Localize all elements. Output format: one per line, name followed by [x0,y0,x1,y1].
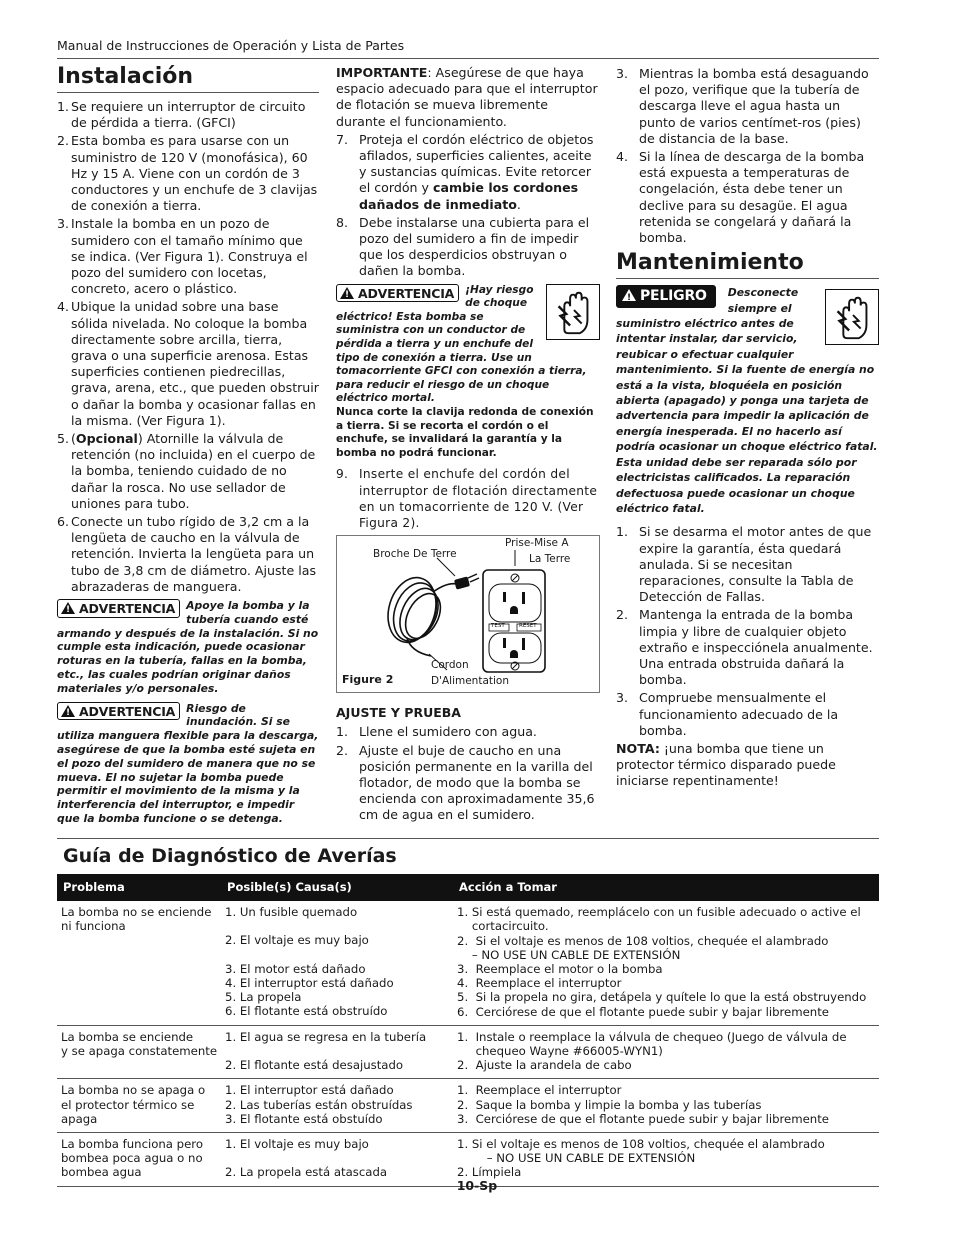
maintenance-steps [616,524,879,739]
causes-cell [221,1079,453,1133]
column-header-causes: Posible(s) Causa(s) [221,874,453,901]
danger-text: Desconecte siempre el suministro eléctrico antes de intentar instalar, dar servicio, reubicar o efectuar cualquier mantenimiento. Si la fuente de energía no está a la vista, bloquéela en posición abierta (apagado) y ponga una tarjeta de advertencia para impedir la aplicación de energía inesperada. El no hacerlo así podría ocasionar un choque eléctrico fatal. Esta unidad debe ser reparada sólo por electricistas calificados. La reparación defectuosa puede ocasionar un choque eléctrico fatal. [616,286,878,515]
cell-line [225,1044,449,1058]
list-item: 4. Ubique la unidad sobre una base sólida nivelada. No coloque la bomba directamente sobre arcilla, tierra, grava o una superficie arenosa. Estas superficies contienen piedrecillas, grava, arena, etc., que pueden obstruir o dañar la bomba y ocasionar fallas en la misma. (Ver Figura 1). [57,299,319,428]
troubleshooting-heading: Guía de Diagnóstico de Averías [63,845,397,867]
cell-line [225,919,449,933]
cell-line: 1. Reemplace el interruptor [457,1083,622,1098]
warning-text: ¡Hay riesgo de choque eléctrico! Esta bomba se suministra con un conductor de pérdida a tierra y un enchufe del tipo de conexión a tierra. Use un tomacorriente GFCI con conexión a tierra, para reducir el riesgo de un choque eléctrico mortal. [336,283,587,405]
installation-steps [57,99,319,595]
list-item: 1. Llene el sumidero con agua. [336,724,537,740]
cell-line: 1. Si el voltaje es menos de 108 voltios, chequée el alambrado [457,1137,825,1152]
problem-cell [57,1079,221,1133]
cell-line: 3. Cerciórese de que el flotante puede subir y bajar libremente [457,1111,829,1126]
action-cell [453,901,879,1025]
cell-line: 4. El interruptor está dañado [225,975,394,990]
cell-line: 2. Si el voltaje es menos de 108 voltios, chequée el alambrado [457,933,829,948]
cell-line: La bomba no se enciende [61,905,212,920]
column-header-problem: Problema [57,874,221,901]
warning-badge: ! ADVERTENCIA [57,702,180,721]
cell-line: 1. El agua se regresa en la tubería [225,1029,427,1044]
list-item: 7. Proteja el cordón eléctrico de objetos afilados, superficies calientes, aceite y sustancias químicas. Evite retorcer el cordón y cambie los cordones dañados de inmediato. [336,131,594,212]
action-cell [453,1079,879,1133]
warning-triangle-icon: ! [622,289,636,301]
cell-line: 1. Si está quemado, reemplácelo con un fusible adecuado o active el [457,905,861,920]
cell-line: 4. Reemplace el interruptor [457,976,622,991]
cell-line: 1. Un fusible quemado [225,905,358,920]
cell-line: bombea agua [61,1165,142,1180]
warning-triangle-icon: ! [61,602,75,614]
warning-electric-shock [336,284,600,461]
list-item: 8. Debe instalarse una cubierta para el pozo del sumidero a fin de impedir que los desperdicios obstruyan o dañen la bomba. [336,214,590,279]
cell-line: 5. Si la propela no gira, detápela y quítele lo que la está obstruyendo [457,990,867,1005]
list-item: 2. Ajuste el buje de caucho en una posición permanente en la varilla del flotador, de modo que la bomba se encienda con aproximadamente 35,6 cm de agua en el sumidero. [336,742,595,823]
test-button-label: TEST [491,623,505,630]
list-item: 2. Mantenga la entrada de la bomba limpia y libre de cualquier objeto extraño e inspecciónela anualmente. Una entrada obstruida dañará la bomba. [616,607,873,688]
cell-line: 3. El motor está dañado [225,961,366,976]
cell-line: chequeo Wayne #66005-WYN1) [457,1044,663,1059]
cell-line: – NO USE UN CABLE DE EXTENSIÓN [457,1151,696,1166]
warning-text: Apoye la bomba y la tubería cuando esté armando y después de la instalación. Si no cumple esta indicación, puede ocasionar roturas en la tubería, fallas en la bomba, etc., las cuales podrían originar daños materiales y/o personales. [57,599,319,695]
warning-support-pipe [57,599,319,696]
causes-cell [221,901,453,1025]
maintenance-heading: Mantenimiento [616,250,804,276]
figure-2 [336,535,600,693]
cell-line: y se apaga constatemente [61,1044,218,1059]
list-item: 5. (Opcional) Atornille la válvula de retención (no incluida) en el cuerpo de la bomba, teniendo cuidado de no dañar la rosca. No use sellador de uniones para tubo. [57,431,316,511]
cell-line: 6. Cerciórese de que el flotante puede subir y bajar libremente [457,1004,829,1019]
cell-line: 6. El flotante está obstruído [225,1004,388,1019]
warning-text: Riesgo de inundación. Si se utiliza manguera flexible para la descarga, asegúrese de que la bomba esté sujeta en el pozo del sumidero de manera que no se mueva. El no sujetar la bomba puede permitir el movimiento de la misma y la interferencia del interruptor, e impedir que la bomba funcione o se detenga. [57,701,319,826]
list-item: 3. Mientras la bomba está desaguando el pozo, verifique que la tubería de descarga lleve el agua hasta un punto de varios centímet-ros (pies) de distancia de la base. [616,66,869,146]
cell-line: 1. El voltaje es muy bajo [225,1137,369,1152]
cell-line: 2. Las tuberías están obstruídas [225,1097,413,1112]
danger-badge: ! PELIGRO [616,285,716,307]
warning-triangle-icon: ! [61,705,75,717]
cell-line: 3. Reemplace el motor o la bomba [457,962,663,977]
list-item: 2. Esta bomba es para usarse con un suministro de 120 V (monofásica), 60 Hz y 15 A. Viene con un cordón de 3 conductores y un enchufe de 3 clavijas de conexión a tierra. [57,133,318,214]
adjust-test-steps [336,724,600,823]
table-row [57,901,879,1025]
action-cell [453,1025,879,1079]
cell-line: bombea poca agua o no [61,1151,203,1166]
outlet-label-1: Prise-Mise A [505,537,569,550]
cell-line: ni funciona [61,919,126,934]
header-rule [57,58,879,59]
cell-line: 2. Ajuste la arandela de cabo [457,1058,632,1073]
cell-line: cortacircuito. [457,919,549,934]
reset-button-label: RESET [519,623,537,630]
manual-title: Manual de Instrucciones de Operación y Lista de Partes [57,38,405,53]
electric-shock-hand-icon [546,284,600,340]
figure-caption: Figure 2 [342,673,394,687]
cell-line: La bomba funciona pero [61,1137,203,1152]
troubleshooting-table [57,874,879,1187]
cell-line [225,948,449,962]
cord-label-1: Cordon [431,659,469,672]
cell-line: La bomba no se apaga o [61,1083,206,1098]
installation-steps-3 [616,66,879,246]
installation-column [57,64,319,832]
cell-line: – NO USE UN CABLE DE EXTENSIÓN [457,947,681,962]
cell-line: 2. El flotante está desajustado [225,1058,404,1073]
adjust-test-heading: AJUSTE Y PRUEBA [336,705,461,721]
thermal-protector-note: NOTA: ¡una bomba que tiene un protector térmico disparado puede iniciarse repentinamente! [616,740,836,789]
electric-shock-hand-icon [825,289,879,345]
table-row [57,1079,879,1133]
cell-line: 3. El flotante está obstuído [225,1111,383,1126]
plug-label: Broche De Terre [373,548,457,561]
table-row [57,1025,879,1079]
cord-label-2: D'Alimentation [431,675,509,688]
warning-flooding [57,702,319,826]
installation-steps-2 [336,132,600,280]
installation-step-9: 9. Inserte el enchufe del cordón del interruptor de flotación directamente en un tomacorriente de 120 V. (Ver Figura 2). [336,467,598,530]
list-item: 1. Si se desarma el motor antes de que expire la garantía, ésta quedará anulada. Si se necesitan reparaciones, consulte la Tabla de Detección de Fallas. [616,524,872,605]
cell-line: 1. El interruptor está dañado [225,1083,394,1098]
outlet-label-2: La Terre [529,553,571,566]
warning-text-plain: Nunca corte la clavija redonda de conexión a tierra. Si se recorta el cordón o el enchufe, se invalidará la garantía y la bomba no podrá funcionar. [336,405,594,459]
troubleshooting-rule [57,838,879,839]
installation-column-2 [336,65,600,826]
problem-cell [57,1025,221,1079]
column-header-action: Acción a Tomar [453,874,879,901]
list-item: 3. Instale la bomba en un pozo de sumidero con el tamaño mínimo que se indica. (Ver Figura 1). Construya el pozo del sumidero con locetas, concreto, acero o plástico. [57,216,308,297]
danger-warning [616,285,879,516]
cell-line: 2. El voltaje es muy bajo [225,933,369,948]
cell-line: La bomba se enciende [61,1029,194,1044]
cord-and-outlet-illustration [337,536,601,694]
installation-rule [57,92,319,93]
causes-cell [221,1025,453,1079]
table-header-row [57,874,879,901]
list-item: 1. Se requiere un interruptor de circuito de pérdida a tierra. (GFCI) [57,99,306,131]
cell-line: 5. La propela [225,990,302,1005]
list-item: 6. Conecte un tubo rígido de 3,2 cm a la lengüeta de caucho en la válvula de retención. Invierta la lengüeta para un tubo de 3,8 cm de diámetro. Ajuste las abrazaderas de manguera. [57,514,317,594]
list-item: 4. Si la línea de descarga de la bomba está expuesta a temperaturas de congelación, ésta debe tener un declive para su desagüe. El agua retenida se congelará y dañará la bomba. [616,149,865,246]
troubleshooting-section [57,838,879,1187]
warning-badge: ! ADVERTENCIA [336,284,459,303]
cell-line: el protector térmico se [61,1097,195,1112]
list-item: 3. Compruebe mensualmente el funcionamiento adecuado de la bomba. [616,690,839,738]
installation-heading: Instalación [57,64,194,89]
cell-line: 1. Instale o reemplace la válvula de chequeo (Juego de válvula de [457,1029,847,1044]
cell-line: 2. La propela está atascada [225,1165,388,1180]
cell-line: apaga [61,1111,98,1126]
maintenance-column [616,66,879,790]
maintenance-rule [616,278,879,279]
cell-line [225,1151,449,1165]
problem-cell [57,901,221,1025]
warning-badge: ! ADVERTENCIA [57,599,180,618]
warning-triangle-icon: ! [340,287,354,299]
cell-line: 2. Saque la bomba y limpie la bomba y las tuberías [457,1097,762,1112]
page-number: 10-Sp [456,1178,498,1193]
cell-line: 2. Límpiela [457,1165,522,1180]
important-note: IMPORTANTE: Asegúrese de que haya espacio adecuado para que el interruptor de flotación se mueva libremente durante el funcionamiento. [336,65,598,129]
